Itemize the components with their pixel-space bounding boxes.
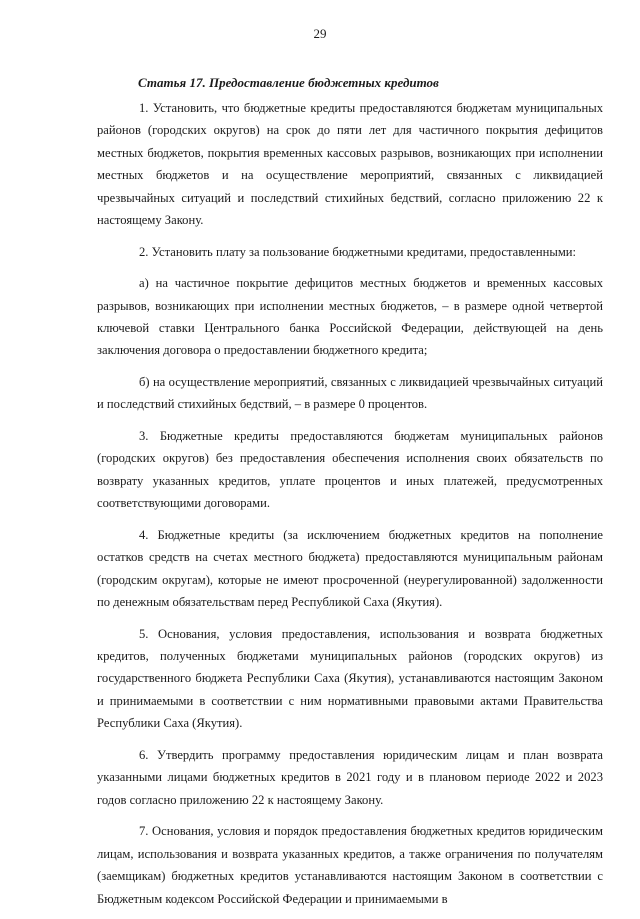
paragraph-1: 1. Установить, что бюджетные кредиты предоставляются бюджетам муниципальных районов (городских округов) на срок до пяти лет для частичного покрытия дефицитов местных бюджетов, покрытия временных кассовых разрывов, возникающих при исполнении местных бюджетов и на осуществление мероприятий, связанных с ликвидацией чрезвычайных ситуаций и последствий стихийных бедствий, согласно приложению 22 к настоящему Закону. (97, 101, 603, 228)
paragraph-4: 4. Бюджетные кредиты (за исключением бюджетных кредитов на пополнение остатков средств на счетах местного бюджета) предоставляются муниципальным районам (городским округам), которые не имеют просроченной (неурегулированной) задолженности по денежным обязательствам перед Республикой Саха (Якутия). (97, 527, 603, 610)
paragraph-2: 2. Установить плату за пользование бюджетными кредитами, предоставленными: (139, 244, 577, 259)
article-body (97, 97, 603, 919)
paragraph-7: 7. Основания, условия и порядок предоставления бюджетных кредитов юридическим лицам, использования и возврата указанных кредитов, а также ограничения по получателям (заемщикам) бюджетных кредитов устанавливаются настоящим Законом в соответствии с Бюджетным кодексом Российской Федерации и принимаемыми в (97, 824, 603, 906)
paragraph-2b: б) на осуществление мероприятий, связанных с ликвидацией чрезвычайных ситуаций и последствий стихийных бедствий, – в размере 0 процентов. (97, 375, 603, 412)
paragraph-6: 6. Утвердить программу предоставления юридическим лицам и план возврата указанными лицами бюджетных кредитов в 2021 году и в плановом периоде 2022 и 2023 годов согласно приложению 22 к настоящему Закону. (97, 747, 603, 807)
article-title: Статья 17. Предоставление бюджетных кредитов (138, 75, 439, 90)
paragraph-3: 3. Бюджетные кредиты предоставляются бюджетам муниципальных районов (городских округов) без предоставления обеспечения исполнения своих обязательств по возврату указанных кредитов, уплате процентов и иных платежей, предусмотренных соответствующими договорами. (97, 429, 603, 511)
page-number: 29 (313, 26, 327, 41)
paragraph-5: 5. Основания, условия предоставления, использования и возврата бюджетных кредитов, полученных бюджетами муниципальных районов (городских округов) из государственного бюджета Республики Саха (Якутия), устанавливаются настоящим Законом и принимаемыми в соответствии с ним нормативными правовыми актами Правительства Республики Саха (Якутия). (97, 626, 603, 731)
paragraph-2a: а) на частичное покрытие дефицитов местных бюджетов и временных кассовых разрывов, возникающих при исполнении местных бюджетов, – в размере одной четвертой ключевой ставки Центрального банка Российской Федерации, действующей на день заключения договора о предоставлении бюджетного кредита; (97, 276, 603, 358)
